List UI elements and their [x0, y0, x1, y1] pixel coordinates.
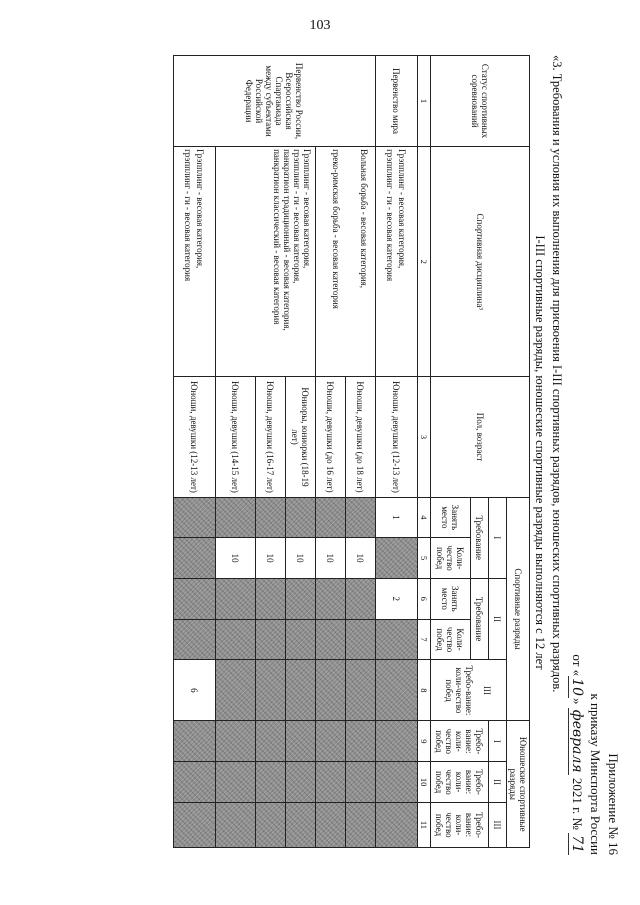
status-cell: Первенство мира — [376, 56, 418, 147]
handwritten-number: 71 — [569, 835, 585, 853]
gender-age-cell: Юноши, девушки (12-13 лет) — [174, 377, 216, 497]
discipline-cell: Грэпплинг - весовая категория, грэпплинг - ги - весовая категория — [376, 147, 418, 377]
rank3-cell: 6 — [174, 660, 216, 721]
page-number: 103 — [309, 18, 331, 33]
col-rank-1: I — [489, 497, 507, 578]
col-rank1-place: Занять место — [431, 497, 471, 538]
col-youth2-req: Требо-вание: коли-чество побед — [431, 762, 489, 803]
rank1-wins-cell: 10 — [256, 538, 286, 579]
gender-age-cell: Юноши, девушки (14-15 лет) — [216, 377, 256, 497]
table-row — [376, 56, 418, 848]
table-row — [174, 56, 216, 848]
gender-age-cell: Юноши, девушки (до 16 лет) — [316, 377, 346, 497]
col-rank2-place: Занять место — [431, 578, 471, 619]
col-rank1-requirement: Требование — [471, 497, 489, 578]
col-youth-1: I — [489, 721, 507, 762]
merged-status-cell: Первенство России, Всероссийская Спартакиада между субъектами Российской Федерации — [174, 56, 376, 147]
handwritten-month: февраля — [569, 709, 585, 773]
requirements-table — [173, 55, 530, 848]
appendix-date: от «10» февраля 2021 г. № 71 — [569, 654, 585, 853]
youth1-cell — [376, 721, 418, 762]
col-rank-2: II — [489, 578, 507, 659]
rank2-place-cell: 2 — [376, 578, 418, 619]
col-rank2-requirement: Требование — [471, 578, 489, 659]
col-youth-2: II — [489, 762, 507, 803]
col-youth1-req: Требо-вание: коли-чество побед — [431, 721, 489, 762]
rank1-wins-cell: 10 — [216, 538, 256, 579]
appendix-order: к приказу Минспорта России — [588, 693, 603, 855]
rank3-cell — [376, 660, 418, 721]
discipline-cell: Вольная борьба - весовая категория, греко-римская борьба - весовая категория — [316, 147, 376, 377]
gender-age-cell: Юноши, девушки (16-17 лет) — [256, 377, 286, 497]
appendix-header — [568, 654, 622, 855]
col-youth-ranks: Юношеские спортивные разряды — [507, 721, 530, 848]
col-status: Статус спортивных соревнований — [431, 56, 530, 147]
discipline-cell: Грэпплинг - весовая категория, грэпплинг - ги - весовая категория — [174, 147, 216, 377]
gender-age-cell: Юноши, девушки (12-13 лет) — [376, 377, 418, 497]
column-numbers-row: 1 2 3 4 5 6 7 8 9 10 11 — [418, 56, 431, 848]
gender-age-cell: Юноши, девушки (до 18 лет) — [346, 377, 376, 497]
col-discipline: Спортивная дисциплина³ — [431, 147, 530, 377]
rank1-wins-cell: 10 — [286, 538, 316, 579]
col-gender-age: Пол, возраст — [431, 377, 530, 497]
section-subtitle: I-III спортивные разряды, юношеские спортивные разряды выполняются с 12 лет — [533, 235, 547, 670]
col-rank2-wins: Коли-чество побед — [431, 619, 471, 660]
section-title: «3. Требования и условия их выполнения для присвоения I-III спортивных разрядов, юношеских спортивных разрядов. — [550, 55, 564, 693]
table-row — [346, 56, 376, 848]
youth2-cell — [376, 762, 418, 803]
appendix-number: Приложение № 16 — [606, 753, 621, 855]
rank1-wins-cell: 10 — [316, 538, 346, 579]
rank1-place-cell: 1 — [376, 497, 418, 538]
table-row — [286, 56, 316, 848]
col-youth3-req: Требо-вание: коли-чество побед — [431, 802, 489, 847]
discipline-cell: Грэпплинг - весовая категория, грэпплинг - ги - весовая категория, панкратион традиционный - весовая категория, панкратион классический - весовая категория — [216, 147, 316, 377]
col-sport-ranks: Спортивные разряды — [507, 497, 530, 721]
youth3-cell — [376, 802, 418, 847]
rank1-wins-cell — [376, 538, 418, 579]
rank2-wins-cell — [376, 619, 418, 660]
gender-age-cell: Юниоры, юниорки (18-19 лет) — [286, 377, 316, 497]
col-youth-3: III — [489, 802, 507, 847]
rank1-wins-cell: 10 — [346, 538, 376, 579]
handwritten-day: 10 — [569, 678, 585, 696]
col-rank1-wins: Коли-чество побед — [431, 538, 471, 579]
col-rank-3: III Требо-вание: коли-чество побед — [431, 660, 507, 721]
